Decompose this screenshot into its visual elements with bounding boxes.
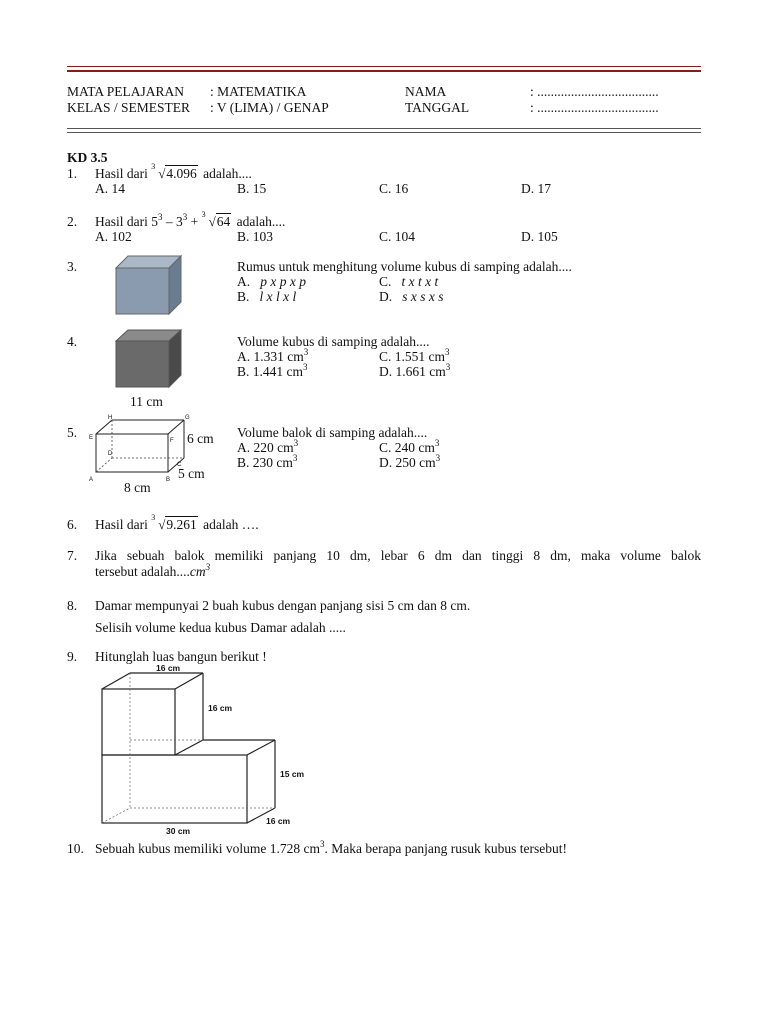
- option-formula: p x p x p: [260, 274, 306, 289]
- option-b[interactable]: [237, 289, 296, 305]
- question-text: [95, 210, 286, 230]
- question-prefix: Sebuah kubus memiliki volume 1.728 cm: [95, 841, 320, 856]
- option-a[interactable]: A. 14: [95, 181, 125, 196]
- question-7-number: 7.: [67, 548, 78, 563]
- question-suffix: adalah....: [236, 214, 286, 229]
- option-d[interactable]: [379, 452, 441, 471]
- option-a[interactable]: [237, 437, 299, 456]
- question-5-number: 5.: [67, 425, 78, 440]
- class-value: : V (LIMA) / GENAP: [210, 100, 329, 115]
- question-8-line-1: Damar mempunyai 2 buah kubus dengan panjang sisi 5 cm dan 8 cm.: [95, 598, 471, 613]
- unit: cm: [276, 455, 293, 470]
- question-prefix: Hasil dari: [95, 166, 148, 181]
- option-a[interactable]: A. 102: [95, 229, 132, 244]
- composite-shape-figure: [90, 662, 320, 838]
- exponent: 3: [182, 211, 188, 222]
- option-b[interactable]: [237, 452, 298, 471]
- class-label: KELAS / SEMESTER: [67, 100, 191, 115]
- option-c[interactable]: [379, 346, 450, 365]
- option-c[interactable]: C. 16: [379, 181, 409, 196]
- root-index: 3: [151, 162, 156, 171]
- cube-side-dimension-label: 16 cm: [208, 703, 233, 713]
- subject-value: : MATEMATIKA: [210, 84, 307, 99]
- cube-root: 3 √9.261: [151, 513, 197, 532]
- unit: cm: [418, 440, 435, 455]
- question-6-number: 6.: [67, 517, 78, 532]
- question-4-text: Volume kubus di samping adalah....: [237, 334, 430, 349]
- option-c[interactable]: [379, 437, 440, 456]
- unit: cm: [419, 455, 436, 470]
- option-value: D. 1.661: [379, 364, 426, 379]
- radicand: 4.096: [166, 166, 197, 181]
- question-7-line-1: Jika sebuah balok memiliki panjang 10 dm, lebar 6 dm dan tinggi 8 dm, maka volume balok: [95, 548, 701, 563]
- option-letter: A.: [237, 274, 251, 289]
- question-10-number: 10.: [67, 841, 84, 856]
- option-value: C. 1.551: [379, 349, 426, 364]
- section-title: KD 3.5: [67, 150, 108, 165]
- option-d[interactable]: D. 17: [521, 181, 551, 196]
- vertex-label-b: B: [166, 477, 171, 483]
- question-9-number: 9.: [67, 649, 78, 664]
- unit: cm: [429, 364, 446, 379]
- cube-root: 3 √4.096: [151, 162, 197, 181]
- option-d[interactable]: [379, 361, 451, 380]
- question-3-text: Rumus untuk menghitung volume kubus di samping adalah....: [237, 259, 572, 274]
- question-3-number: 3.: [67, 259, 78, 274]
- name-value: : ....................................: [530, 84, 659, 99]
- radicand: 9.261: [166, 517, 197, 532]
- vertex-label-g: G: [185, 415, 190, 421]
- unit: cm: [189, 564, 206, 579]
- question-text: [95, 162, 252, 182]
- bottom-dimension-label: 30 cm: [166, 826, 191, 836]
- unit: cm: [286, 364, 304, 379]
- option-a[interactable]: [237, 346, 309, 365]
- date-label: TANGGAL: [405, 100, 470, 115]
- question-7-line-2: [95, 561, 211, 580]
- option-formula: l x l x l: [259, 289, 297, 304]
- root-index: 3: [151, 513, 156, 522]
- question-5-text: Volume balok di samping adalah....: [237, 425, 428, 440]
- question-number: 2.: [67, 214, 78, 229]
- question-number: 1.: [67, 166, 78, 181]
- vertex-label-f: F: [170, 438, 174, 444]
- cuboid-figure: [86, 410, 188, 486]
- top-dimension-label: 16 cm: [156, 663, 181, 673]
- unit: cm: [277, 440, 294, 455]
- cuboid-width-label: 5 cm: [178, 466, 205, 481]
- header-top-rule: [67, 66, 701, 67]
- unit-exponent: 3: [445, 361, 451, 372]
- question-1: [67, 162, 701, 198]
- vertex-label-c: C: [177, 462, 182, 468]
- option-d[interactable]: D. 105: [521, 229, 558, 244]
- option-value: B. 230: [237, 455, 274, 470]
- radicand: 64: [216, 214, 231, 229]
- unit-exponent: 3: [303, 361, 308, 372]
- question-suffix: adalah ….: [203, 517, 259, 532]
- root-index: 3: [201, 210, 206, 219]
- height-dimension-label: 15 cm: [280, 769, 305, 779]
- exponent: 3: [319, 838, 325, 849]
- option-b[interactable]: B. 103: [237, 229, 274, 244]
- unit-exponent: 3: [445, 346, 450, 357]
- unit-exponent: 3: [292, 452, 298, 463]
- option-letter: D.: [379, 289, 393, 304]
- plus-sign: +: [187, 214, 202, 229]
- exponent: 3: [158, 211, 163, 222]
- vertex-label-d: D: [108, 451, 113, 457]
- unit-exponent: 3: [293, 437, 299, 448]
- option-value: A. 220: [237, 440, 274, 455]
- date-value: : ....................................: [530, 100, 659, 115]
- vertex-label-e: E: [89, 435, 94, 441]
- question-suffix: . Maka berapa panjang rusuk kubus tersebut!: [324, 841, 568, 856]
- question-8-number: 8.: [67, 598, 78, 613]
- option-letter: B.: [237, 289, 250, 304]
- cube-root: 3 √64: [201, 210, 231, 229]
- question-prefix: Hasil dari: [95, 517, 148, 532]
- question-mid: – 3: [162, 214, 183, 229]
- cuboid-height-label: 6 cm: [187, 431, 214, 446]
- header-top-rule-2: [67, 70, 701, 72]
- option-d[interactable]: [379, 289, 444, 305]
- unit-exponent: 3: [303, 346, 309, 357]
- question-prefix: Hasil dari 5: [95, 214, 158, 229]
- question-8-line-2: Selisih volume kedua kubus Damar adalah .....: [95, 620, 346, 635]
- question-text: tersebut adalah....: [95, 564, 190, 579]
- question-9-text: Hitunglah luas bangun berikut !: [95, 649, 267, 664]
- header-bottom-rule-2: [67, 132, 701, 133]
- question-4-number: 4.: [67, 334, 78, 349]
- blue-cube-figure: [112, 252, 187, 318]
- unit: cm: [287, 349, 304, 364]
- question-2: [67, 210, 701, 246]
- vertex-label-h: H: [108, 415, 113, 421]
- option-value: C. 240: [379, 440, 416, 455]
- cube-side-label: 11 cm: [130, 394, 163, 409]
- option-b[interactable]: B. 15: [237, 181, 267, 196]
- question-suffix: adalah....: [203, 166, 252, 181]
- option-value: D. 250: [379, 455, 416, 470]
- cuboid-length-label: 8 cm: [124, 480, 151, 495]
- option-a[interactable]: [237, 274, 306, 290]
- option-value: B. 1.441: [237, 364, 284, 379]
- depth-dimension-label: 16 cm: [266, 816, 291, 826]
- header-bottom-rule: [67, 128, 701, 129]
- option-c[interactable]: [379, 274, 438, 290]
- option-letter: C.: [379, 274, 392, 289]
- unit-exponent: 3: [434, 437, 440, 448]
- unit: cm: [428, 349, 446, 364]
- gray-cube-figure: [112, 327, 187, 389]
- subject-label: MATA PELAJARAN: [67, 84, 185, 99]
- option-c[interactable]: C. 104: [379, 229, 416, 244]
- option-b[interactable]: [237, 361, 308, 380]
- unit-exponent: 3: [205, 561, 211, 572]
- option-value: A. 1.331: [237, 349, 284, 364]
- vertex-label-a: A: [89, 477, 94, 483]
- question-10-text: [95, 838, 568, 857]
- option-formula: s x s x s: [402, 289, 444, 304]
- option-formula: t x t x t: [401, 274, 439, 289]
- question-6-text: [95, 513, 259, 533]
- unit-exponent: 3: [435, 452, 441, 463]
- name-label: NAMA: [405, 84, 447, 99]
